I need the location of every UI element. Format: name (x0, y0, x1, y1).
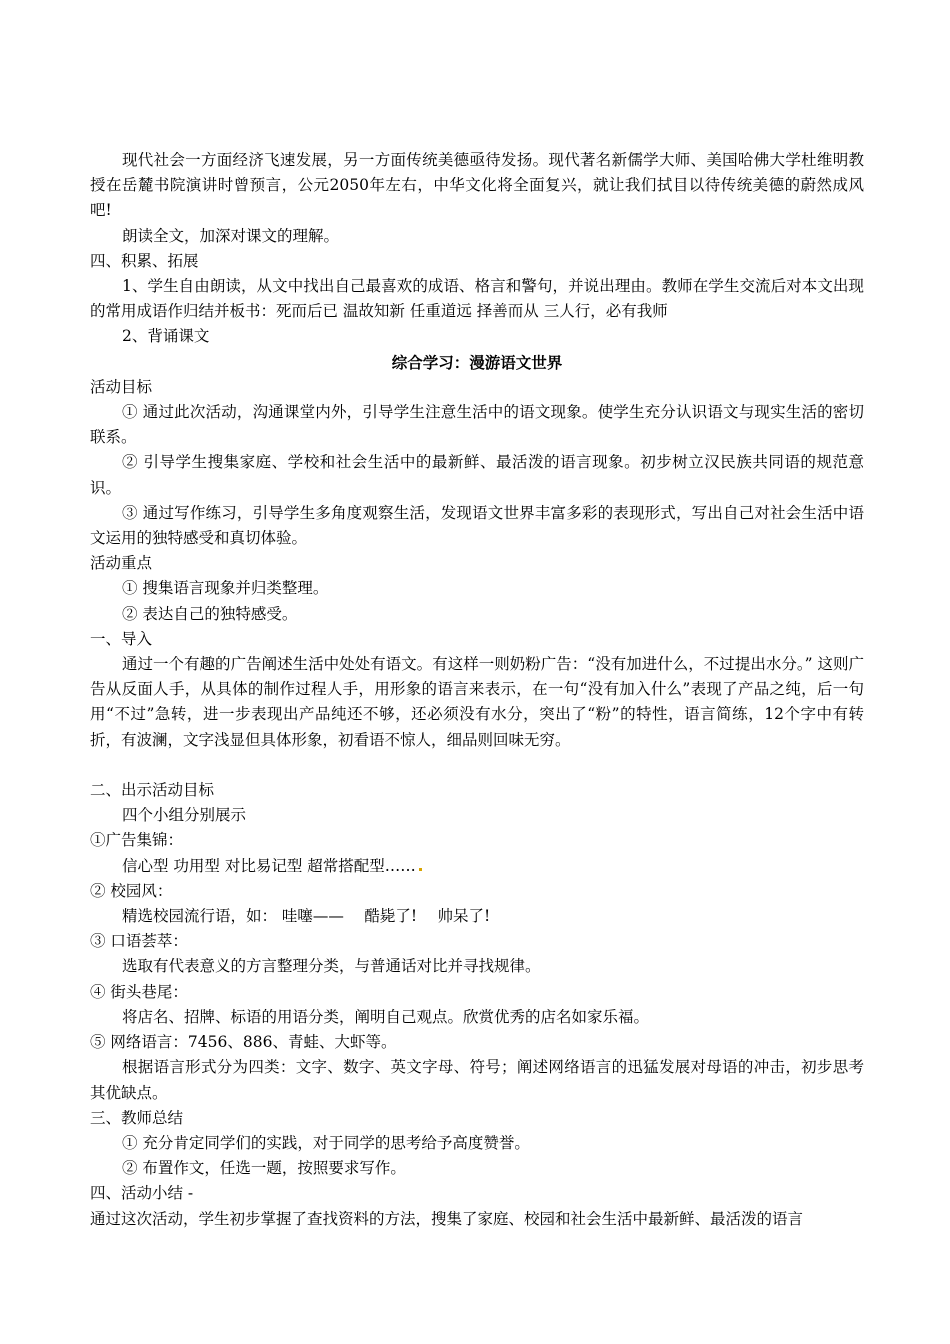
part-2-b-text: 精选校园流行语，如： 哇噻—— 酷毙了! 帅呆了! (122, 907, 491, 926)
mark-dot (419, 868, 422, 871)
part-2-heading: 二、出示活动目标 (90, 781, 215, 800)
part-4-heading: 四、活动小结 - (90, 1184, 194, 1203)
part-1-text: 通过一个有趣的广告阐述生活中处处有语文。有这样一则奶粉广告：“没有加进什么，不过提出水分。” 这则广告从反面人手，从具体的制作过程人手，用形象的语言来表示，在一句“没有加入什么”表现了产品之纯，后一句用“不过”急转，进一步表现出产品纯还不够，还必须没有水分，突出了“粉”的特性，语言简练，12个字中有转折，有波澜，文字浅显但具体形象，初看语不惊人，细品则回味无穷。 (90, 655, 864, 749)
focus-2: ② 表达自己的独特感受。 (122, 604, 298, 623)
section-4-heading: 四、积累、拓展 (90, 251, 199, 270)
part-2-d-text: 将店名、招牌、标语的用语分类，阐明自己观点。欣赏优秀的店名如家乐福。 (122, 1007, 650, 1026)
section-4-item-2: 2、背诵课文 (122, 327, 210, 346)
goal-2: ② 引导学生搜集家庭、学校和社会生活中的最新鲜、最活泼的语言现象。初步树立汉民族共同语的规范意识。 (90, 453, 864, 497)
part-3-item-2: ② 布置作文，任选一题，按照要求写作。 (122, 1159, 406, 1178)
part-2-intro: 四个小组分别展示 (122, 806, 247, 825)
goal-3: ③ 通过写作练习，引导学生多角度观察生活，发现语文世界丰富多彩的表现形式，写出自己对社会生活中语文运用的独特感受和真切体验。 (90, 503, 864, 548)
part-2-c-text: 选取有代表意义的方言整理分类，与普通话对比并寻找规律。 (122, 957, 541, 976)
lesson-title: 综合学习：漫游语文世界 (391, 352, 563, 372)
section-4-item-1: 1、学生自由朗读，从文中找出自己最喜欢的成语、格言和警句，并说出理由。教师在学生交流后对本文出现的常用成语作归结并板书：死而后已 温故知新 任重道远 择善而从 三人行，必有我师 (90, 277, 864, 321)
part-2-a-text-line (90, 854, 864, 879)
focus-1: ① 搜集语言现象并归类整理。 (122, 579, 329, 598)
part-3-item-1: ① 充分肯定同学们的实践，对于同学的思考给予高度赞誉。 (122, 1133, 530, 1152)
blank-line (90, 753, 864, 778)
intro-paragraph-2: 朗读全文，加深对课文的理解。 (122, 226, 340, 245)
part-4-text: 通过这次活动，学生初步掌握了查找资料的方法，搜集了家庭、校园和社会生活中最新鲜、最活泼的语言 (90, 1209, 804, 1228)
intro-paragraph-1: 现代社会一方面经济飞速发展，另一方面传统美德亟待发扬。现代著名新儒学大师、美国哈佛大学杜维明教授在岳麓书院演讲时曾预言，公元2050年左右，中华文化将全面复兴，就让我们拭目以待传统美德的蔚然成风吧! (90, 151, 864, 220)
part-2-c-label: ③ 口语荟萃： (90, 932, 188, 951)
part-2-d-label: ④ 街头巷尾： (90, 982, 188, 1001)
goal-1: ① 通过此次活动，沟通课堂内外，引导学生注意生活中的语文现象。使学生充分认识语文与现实生活的密切联系。 (90, 403, 864, 447)
part-2-b-label: ② 校园风： (90, 881, 173, 900)
part-2-a-text: 信心型 功用型 对比易记型 超常搭配型…… (122, 856, 416, 875)
goals-heading: 活动目标 (90, 377, 153, 396)
part-2-e-label: ⑤ 网络语言：7456、886、青蛙、大虾等。 (90, 1033, 397, 1052)
part-1-heading: 一、导入 (90, 629, 153, 648)
part-2-e-text: 根据语言形式分为四类：文字、数字、英文字母、符号；阐述网络语言的迅猛发展对母语的冲击，初步思考其优缺点。 (90, 1058, 864, 1102)
part-2-a-label: ①广告集锦： (90, 831, 184, 850)
part-3-heading: 三、教师总结 (90, 1108, 184, 1127)
focus-heading: 活动重点 (90, 554, 153, 573)
